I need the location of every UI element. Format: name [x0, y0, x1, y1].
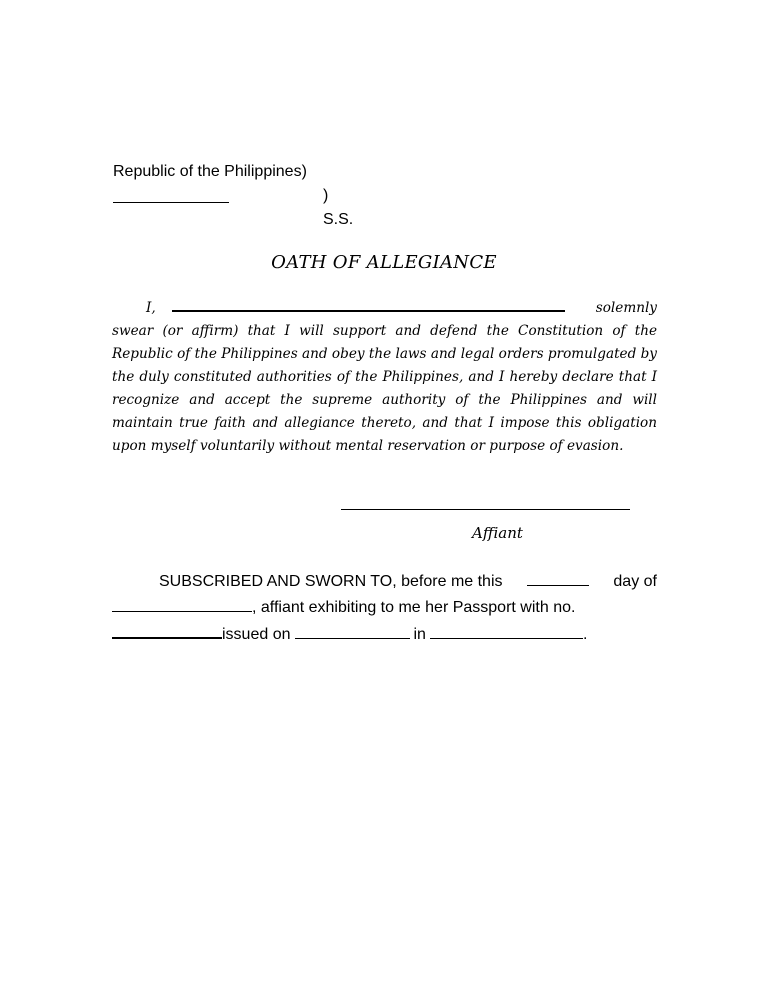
day-of-text: day of [613, 573, 657, 590]
province-blank[interactable] [113, 184, 229, 203]
document-title: OATH OF ALLEGIANCE [271, 252, 497, 273]
issue-date-blank[interactable] [295, 621, 410, 639]
affiant-exhibiting-text: , affiant exhibiting to me her Passport with no. [252, 599, 576, 616]
oath-solemnly: solemnly [595, 300, 657, 316]
venue-block [113, 160, 354, 228]
issue-place-blank[interactable] [430, 621, 583, 639]
oath-i: I, [146, 300, 156, 316]
before-me-text: , before me this [392, 573, 503, 590]
passport-number-blank[interactable] [112, 620, 222, 639]
jurat-line-2 [112, 594, 657, 620]
oath-text: swear (or affirm) that I will support and defend the Constitution of the Republic of the Philippines and obey the laws and legal orders promulgated by the duly constituted authorities of the Philippines, and I hereby declare that I recognize and accept the supreme authority of the Philippines and will maintain true faith and allegiance thereto, and that I impose this obligation upon myself voluntarily without mental reservation or purpose of evasion. [112, 323, 657, 454]
subscribed-sworn: SUBSCRIBED AND SWORN TO [159, 573, 393, 590]
jurat-line-1 [112, 568, 657, 594]
oath-first-line [112, 295, 657, 320]
period-text: . [582, 626, 588, 643]
affiant-name-blank[interactable] [172, 295, 565, 312]
in-text: in [413, 626, 426, 643]
jurat-opening [159, 570, 503, 594]
affiant-signature-line[interactable] [341, 509, 630, 510]
day-blank[interactable] [527, 568, 589, 586]
oath-paragraph [112, 295, 657, 458]
affiant-label: Affiant [472, 524, 523, 542]
venue-line [113, 184, 354, 228]
ss-label: ) S.S. [323, 187, 354, 228]
issued-on-text: issued on [222, 626, 291, 643]
jurat-paragraph [112, 568, 657, 647]
jurat-line-3 [112, 620, 657, 647]
jurat-line-2-start [112, 594, 575, 620]
month-year-blank[interactable] [112, 594, 252, 612]
republic-line: Republic of the Philippines) [113, 163, 307, 180]
